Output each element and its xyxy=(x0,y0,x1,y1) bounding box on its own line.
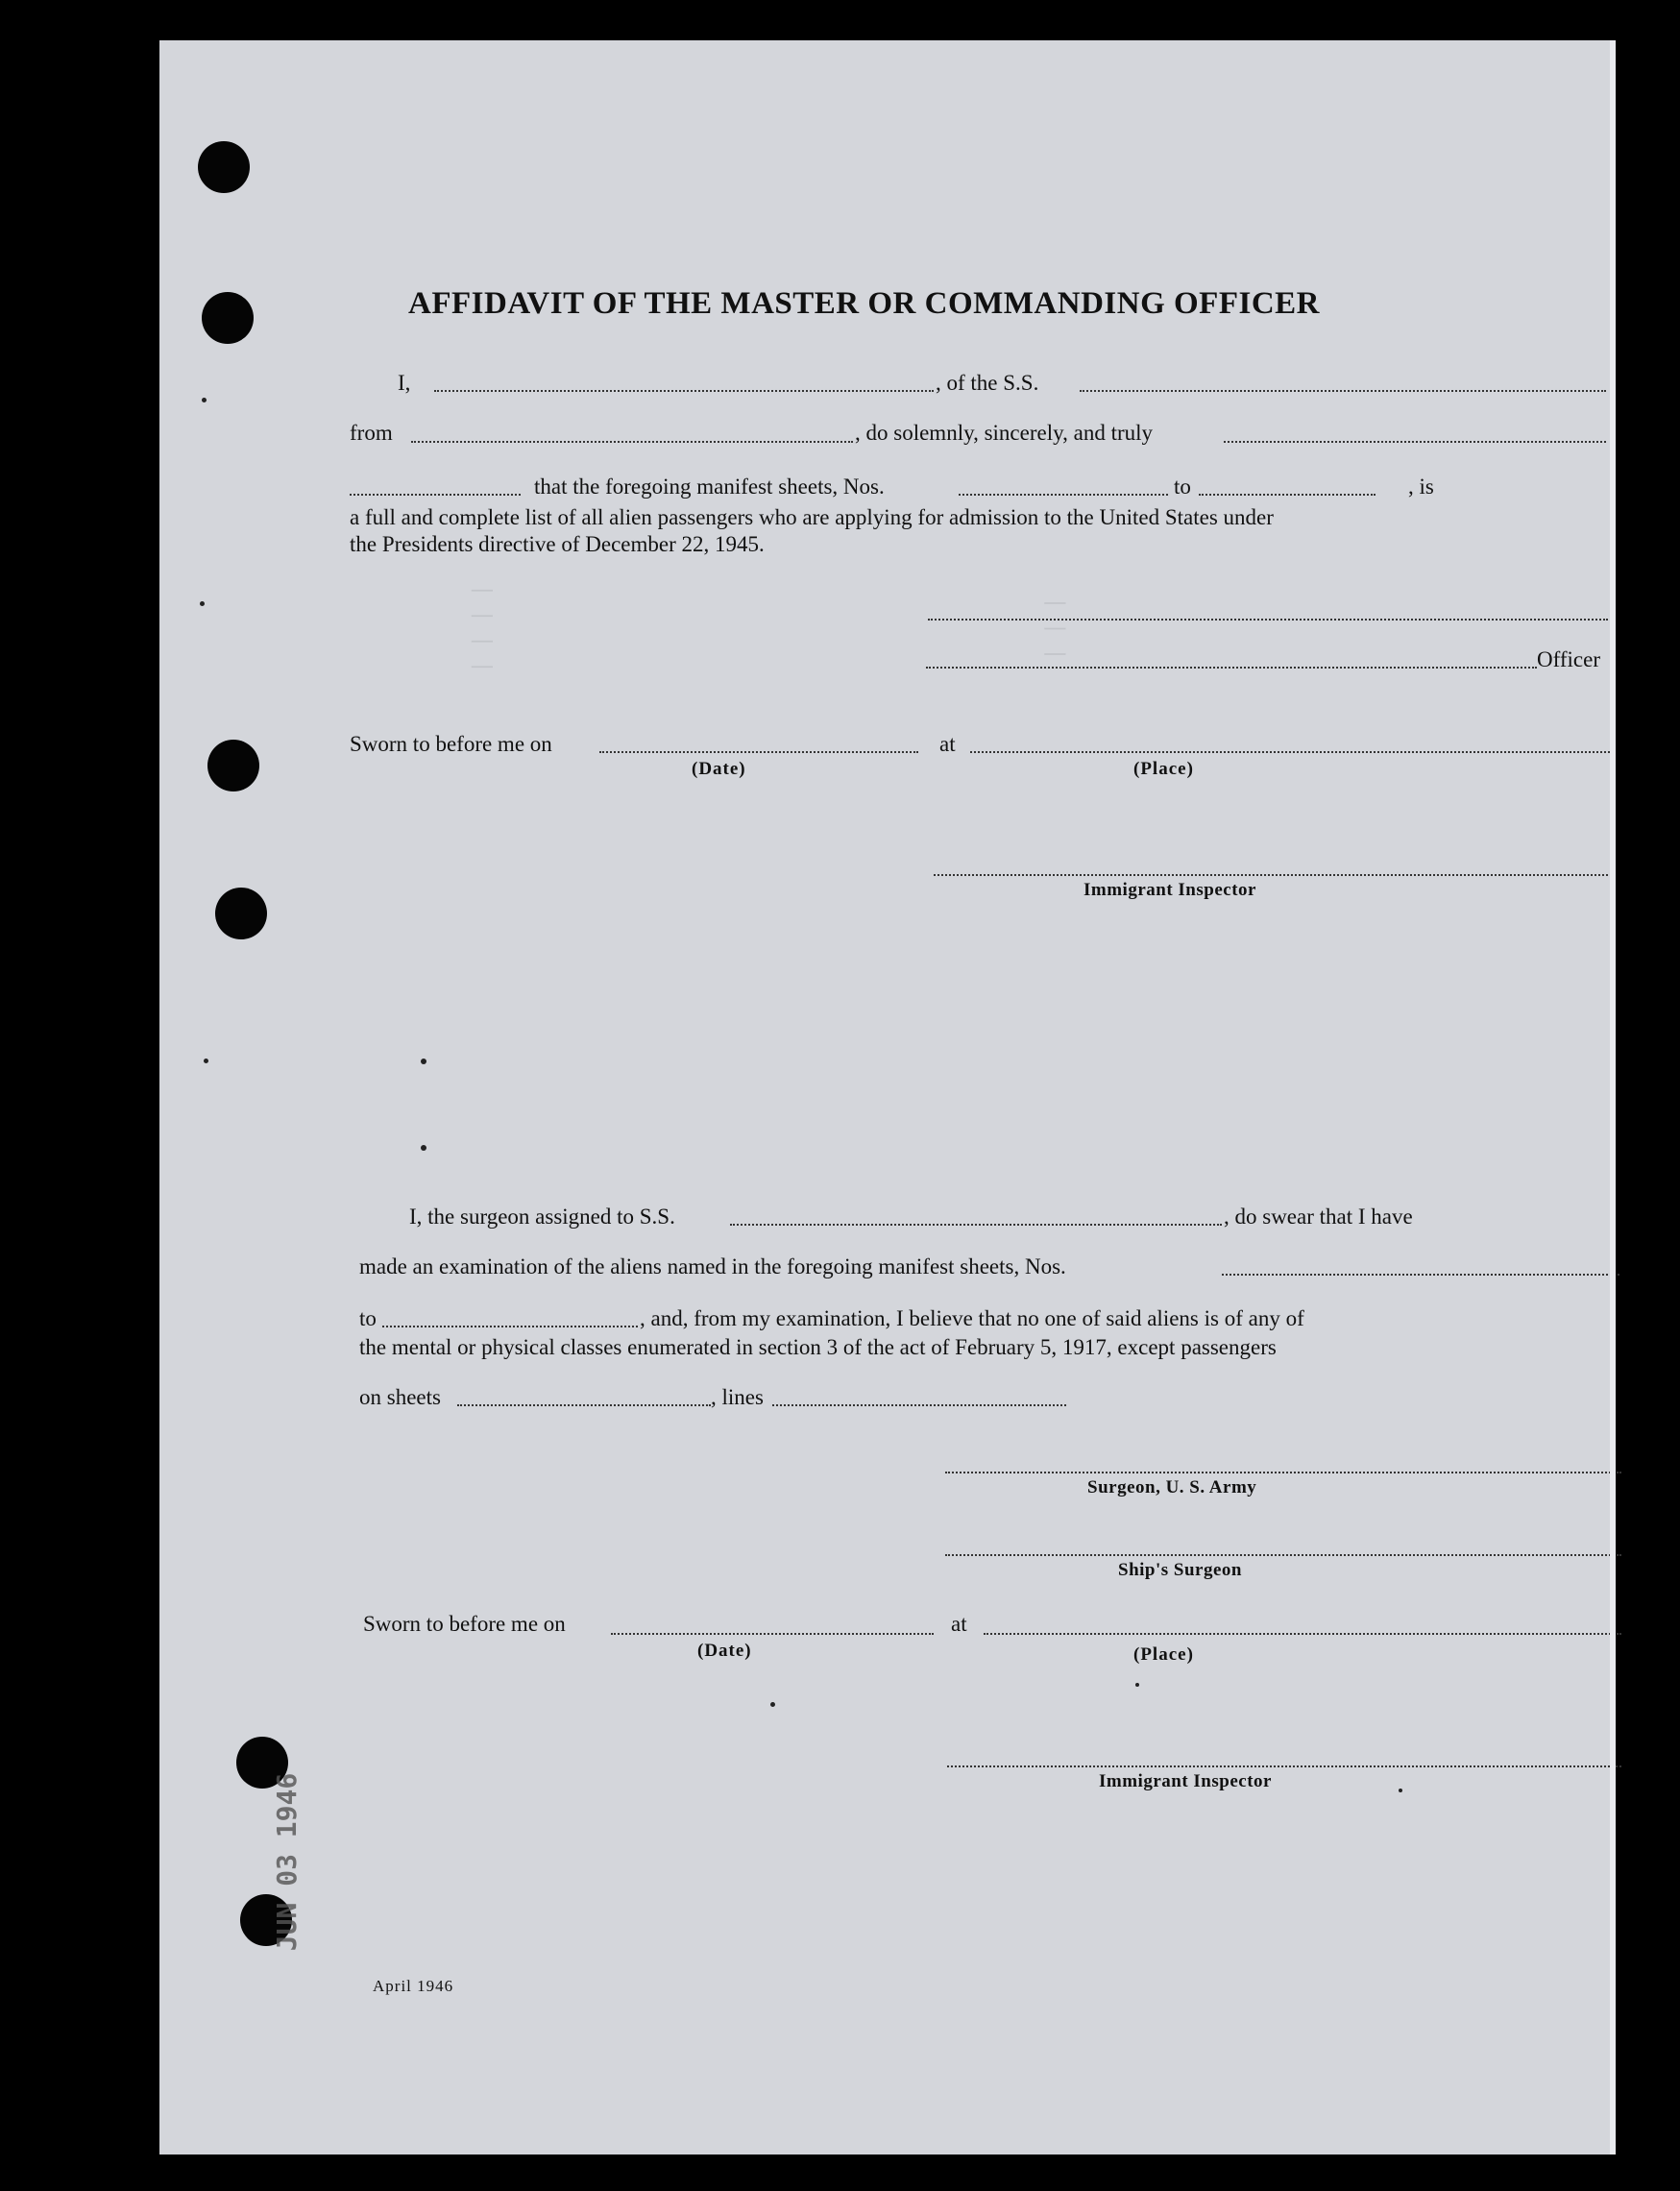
speck xyxy=(200,601,205,606)
surgeon-inspector-signature-field[interactable] xyxy=(947,1765,1621,1767)
master-sworn-place-field[interactable] xyxy=(970,751,1610,753)
surgeon-sworn-at-label: at xyxy=(951,1612,967,1636)
surgeon-nos-to-field[interactable] xyxy=(382,1326,638,1327)
master-inspector-label: Immigrant Inspector xyxy=(1083,880,1256,900)
bleed-through: | | | | xyxy=(470,584,495,673)
surgeon-sworn-place-field[interactable] xyxy=(984,1633,1621,1635)
surgeon-swear-label: , do swear that I have xyxy=(1224,1205,1413,1229)
master-manifest-label: that the foregoing manifest sheets, Nos. xyxy=(534,475,885,499)
master-name-field[interactable] xyxy=(434,390,934,392)
document-page xyxy=(159,40,1616,2154)
master-i-label: I, xyxy=(398,371,411,395)
surgeon-place-label: (Place) xyxy=(1133,1644,1194,1665)
ship-surgeon-signature-field[interactable] xyxy=(945,1554,1621,1556)
master-sworn-date-field[interactable] xyxy=(599,751,918,753)
speck xyxy=(204,1059,208,1063)
received-stamp: JUN 03 1946 xyxy=(271,1772,304,1952)
army-surgeon-label: Surgeon, U. S. Army xyxy=(1087,1477,1257,1497)
master-declare-field[interactable] xyxy=(350,494,521,496)
master-place-label: (Place) xyxy=(1133,759,1194,779)
master-inspector-signature-field[interactable] xyxy=(934,874,1612,876)
master-sworn-at-label: at xyxy=(939,732,956,756)
surgeon-to-label: to xyxy=(359,1306,377,1330)
speck xyxy=(770,1702,775,1707)
master-from-label: from xyxy=(350,421,393,445)
master-is-label: , is xyxy=(1408,475,1434,499)
speck xyxy=(421,1145,426,1151)
binder-hole xyxy=(198,141,250,193)
surgeon-inspector-label: Immigrant Inspector xyxy=(1099,1771,1272,1791)
form-date-footer: April 1946 xyxy=(373,1977,454,1995)
surgeon-sworn-label: Sworn to before me on xyxy=(363,1612,566,1636)
master-to-label: to xyxy=(1174,475,1191,499)
army-surgeon-signature-field[interactable] xyxy=(945,1472,1621,1473)
master-solemnly-label: , do solemnly, sincerely, and truly xyxy=(855,421,1154,445)
master-nos-from-field[interactable] xyxy=(959,494,1168,496)
ship-surgeon-label: Ship's Surgeon xyxy=(1118,1560,1242,1580)
speck xyxy=(202,398,207,402)
speck xyxy=(1399,1789,1402,1792)
master-from-field[interactable] xyxy=(411,441,853,443)
officer-label: Officer xyxy=(1537,647,1600,671)
binder-hole xyxy=(207,740,259,791)
surgeon-sheets-field[interactable] xyxy=(457,1404,711,1406)
speck xyxy=(421,1059,426,1064)
master-statement-line: a full and complete list of all alien passengers who are applying for admission to the United States under xyxy=(350,505,1274,529)
surgeon-lines-field[interactable] xyxy=(772,1404,1066,1406)
surgeon-intro-label: I, the surgeon assigned to S.S. xyxy=(409,1205,675,1229)
surgeon-exam-label: made an examination of the aliens named in the foregoing manifest sheets, Nos. xyxy=(359,1254,1066,1278)
master-nos-to-field[interactable] xyxy=(1199,494,1376,496)
master-sworn-label: Sworn to before me on xyxy=(350,732,552,756)
master-of-ss-label: , of the S.S. xyxy=(936,371,1039,395)
bleed-through: | | | xyxy=(1043,596,1068,661)
surgeon-statement-line: the mental or physical classes enumerated in section 3 of the act of February 5, 1917, except passengers xyxy=(359,1335,1277,1359)
surgeon-statement-line: , and, from my examination, I believe that no one of said aliens is of any of xyxy=(640,1306,1304,1330)
surgeon-nos-from-field[interactable] xyxy=(1222,1274,1619,1276)
master-ship-field[interactable] xyxy=(1080,390,1606,392)
officer-signature-field[interactable] xyxy=(926,667,1537,669)
binder-hole xyxy=(202,292,254,344)
speck xyxy=(1135,1683,1139,1687)
binder-hole xyxy=(215,888,267,939)
surgeon-sheets-label: on sheets xyxy=(359,1385,441,1409)
master-solemnly-field[interactable] xyxy=(1224,441,1606,443)
master-signature-field[interactable] xyxy=(928,619,1608,621)
master-statement-line: the Presidents directive of December 22, 1945. xyxy=(350,532,765,556)
form-title: AFFIDAVIT OF THE MASTER OR COMMANDING OFFICER xyxy=(408,286,1320,321)
surgeon-ship-field[interactable] xyxy=(730,1224,1222,1226)
master-date-label: (Date) xyxy=(692,759,746,779)
surgeon-lines-label: , lines xyxy=(711,1385,764,1409)
surgeon-date-label: (Date) xyxy=(697,1641,752,1661)
surgeon-sworn-date-field[interactable] xyxy=(611,1633,934,1635)
